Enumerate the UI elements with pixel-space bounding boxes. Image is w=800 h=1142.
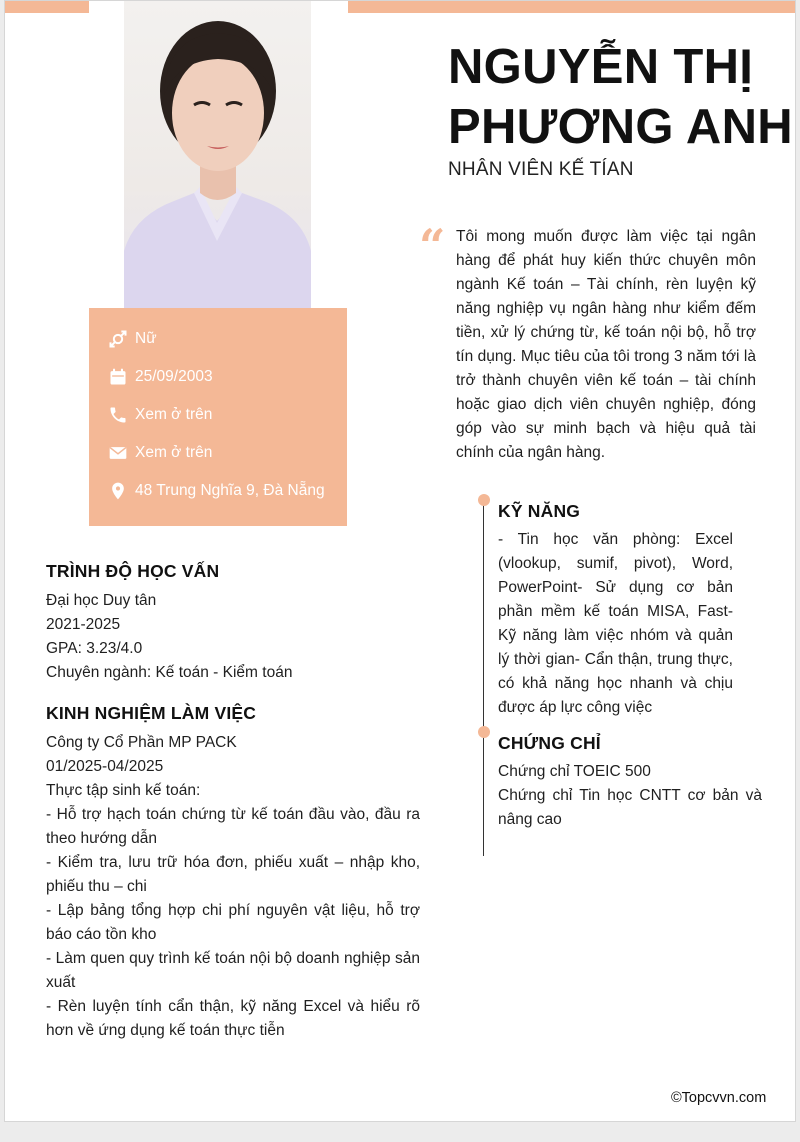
footer-copyright: ©Topcvvn.com [671,1090,767,1106]
candidate-name [448,37,793,157]
education-list [46,589,426,685]
info-phone [107,396,347,434]
info-gender [107,320,347,358]
certificate-item: Chứng chỉ Tin học CNTT cơ bản và nâng cao [498,787,762,828]
experience-duty: - Lập bảng tổng hợp chi phí nguyên vật liệu, hỗ trợ báo cáo tồn kho [46,902,420,943]
experience-role: Thực tập sinh kế toán: [46,782,201,799]
info-email-text: Xem ở trên [135,444,213,461]
experience-company: Công ty Cổ Phần MP PACK [46,734,237,751]
quote-icon: “ [419,219,446,273]
experience-period: 01/2025-04/2025 [46,758,164,775]
certificates-list [498,760,762,832]
experience-duty: - Kiểm tra, lưu trữ hóa đơn, phiếu xuất – nhập kho, phiếu thu – chi [46,854,420,895]
education-title: TRÌNH ĐỘ HỌC VẤN [46,561,220,581]
cv-page [4,0,796,1122]
info-address [107,472,347,510]
top-accent-bar-right [348,1,796,13]
skills-text: - Tin học văn phòng: Excel (vlookup, sumif, pivot), Word, PowerPoint- Sử dụng cơ bản phần mềm kế toán MISA, Fast- Kỹ năng làm việc nhóm và quản lý thời gian- Cẩn thận, trung thực, có khả năng học nhanh và chịu được áp lực công việc [498,531,733,716]
job-title: NHÂN VIÊN KẾ TÍAN [448,159,634,180]
info-birthday-text: 25/09/2003 [135,368,213,385]
top-accent-bar-left [5,1,89,13]
info-address-text: 48 Trung Nghĩa 9, Đà Nẵng [135,482,325,499]
location-icon [107,480,129,502]
email-icon [107,442,129,464]
skills-title: KỸ NĂNG [498,501,581,521]
education-gpa: GPA: 3.23/4.0 [46,640,143,657]
experience-list [46,731,420,1043]
experience-duty: - Hỗ trợ hạch toán chứng từ kế toán đầu vào, đầu ra theo hướng dẫn [46,806,420,847]
timeline-dot-skills [478,494,490,506]
experience-duty: - Làm quen quy trình kế toán nội bộ doanh nghiệp sản xuất [46,950,420,991]
experience-title: KINH NGHIỆM LÀM VIỆC [46,703,257,723]
info-gender-text: Nữ [135,330,157,347]
certificate-item: Chứng chỉ TOEIC 500 [498,763,651,780]
name-line-1: NGUYỄN THỊ [448,40,754,94]
experience-duty: - Rèn luyện tính cẩn thận, kỹ năng Excel và hiểu rõ hơn về ứng dụng kế toán thực tiễn [46,998,420,1039]
certificates-title: CHỨNG CHỈ [498,733,601,753]
info-email [107,434,347,472]
gender-icon [107,328,129,350]
name-line-2: PHƯƠNG ANH [448,100,793,154]
info-birthday [107,358,347,396]
phone-icon [107,404,129,426]
personal-info-box [89,308,347,526]
career-objective: Tôi mong muốn được làm việc tại ngân hàng để phát huy kiến thức chuyên môn ngành Kế toán – Tài chính, rèn luyện kỹ năng nghiệp vụ ngân hàng như kiểm đếm tiền, xử lý chứng từ, kế toán nội bộ, hỗ trợ tín dụng. Mục tiêu của tôi trong 3 năm tới là trở thành chuyên viên kế toán – tài chính hoặc giao dịch viên chuyên nghiệp, đóng góp vào sự minh bạch và hiệu quả tài chính của ngân hàng. [456,228,756,461]
profile-photo [124,1,311,308]
timeline-dot-certificates [478,726,490,738]
education-major: Chuyên ngành: Kế toán - Kiểm toán [46,664,293,681]
info-phone-text: Xem ở trên [135,406,213,423]
timeline-line [483,499,484,856]
education-years: 2021-2025 [46,616,121,633]
calendar-icon [107,366,129,388]
education-school: Đại học Duy tân [46,592,157,609]
